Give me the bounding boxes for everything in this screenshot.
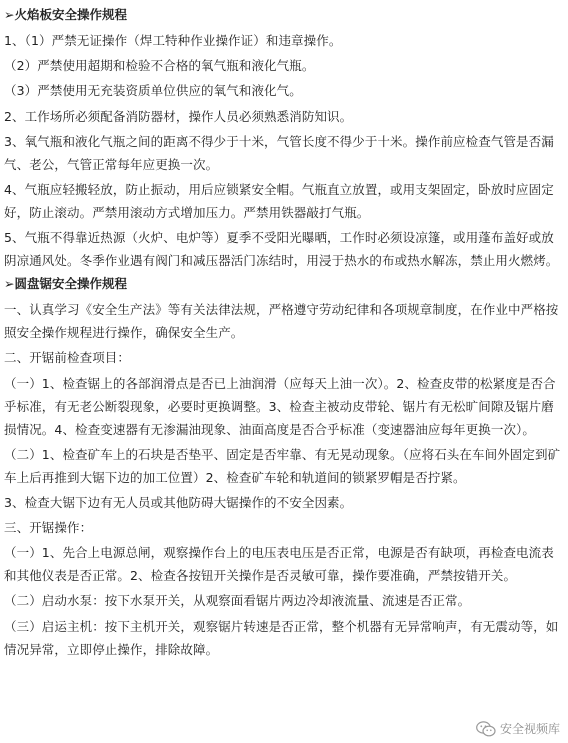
section-circular-saw [4, 274, 562, 661]
paragraph: 1、（1）严禁无证操作（焊工特种作业操作证）和违章操作。 [4, 33, 342, 48]
paragraph: （2）严禁使用超期和检验不合格的氧气瓶和液化气瓶。 [4, 58, 315, 74]
paragraph: 3、检查大锯下边有无人员或其他防碍大锯操作的不安全因素。 [4, 494, 353, 510]
paragraph: （3）严禁使用无充装资质单位供应的氧气和液化气。 [4, 83, 302, 99]
paragraph: （三）启运主机：按下主机开关，观察锯片转速是否正常，整个机器有无异常响声，有无震动等，如情况异常，立即停止操作，排除故障。 [4, 618, 559, 657]
paragraph: 2、工作场所必须配备消防器材，操作人员必须熟悉消防知识。 [4, 108, 353, 124]
paragraph: （二）1、检查矿车上的石块是否垫平、固定是否牢靠、有无晃动现象。（应将石头在车间外固定到矿车上后再推到大锯下边的加工位置）2、检查矿车轮和轨道间的锁紧罗帽是否拧紧。 [4, 446, 561, 485]
paragraph: 3、氧气瓶和液化气瓶之间的距离不得少于十米，气管长度不得少于十米。操作前应检查气管是否漏气、老公，气管正常每年应更换一次。 [4, 133, 554, 172]
section-flame-plate [4, 5, 562, 272]
paragraph: （二）启动水泵：按下水泵开关，从观察面看锯片两边冷却液流量、流速是否正常。 [4, 593, 471, 609]
paragraph: 5、气瓶不得靠近热源（火炉、电炉等）夏季不受阳光曝晒，工作时必须设凉篷，或用蓬布盖好或放阴凉通风处。冬季作业遇有阀门和减压器活门冻结时，用浸于热水的布或热水解冻，禁止用火燃烤。 [4, 230, 559, 269]
paragraph: 一、认真学习《安全生产法》等有关法律法规，严格遵守劳动纪律和各项规章制度，在作业中严格按照安全操作规程进行操作，确保安全生产。 [4, 302, 559, 341]
wechat-icon [476, 721, 496, 737]
watermark [476, 720, 560, 737]
paragraph: （一）1、先合上电源总闸，观察操作台上的电压表电压是否正常，电源是否有缺项，再检查电流表和其他仪表是否正常。2、检查各按钮开关操作是否灵敏可靠，操作要准确，严禁按错开关。 [4, 545, 554, 584]
paragraph: 二、开锯前检查项目： [4, 350, 131, 366]
watermark-text: 安全视频库 [499, 722, 560, 736]
paragraph: 4、气瓶应轻搬轻放，防止振动，用后应锁紧安全帽。气瓶直立放置，或用支架固定，卧放时应固定好，防止滚动。严禁用滚动方式增加压力。严禁用铁器敲打气瓶。 [4, 181, 554, 220]
section-heading: ➢圆盘锯安全操作规程 [4, 276, 127, 292]
section-heading: ➢火焰板安全操作规程 [4, 7, 127, 22]
paragraph: 三、开锯操作： [4, 520, 93, 536]
paragraph: （一）1、检查锯上的各部润滑点是否已上油润滑（应每天上油一次）。2、检查皮带的松紧度是否合乎标准，有无老公断裂现象，必要时更换调整。3、检查主被动皮带轮、锯片有无松旷间隙及锯片磨损情况。4、检查变速器有无渗漏油现象、油面高度是否合乎标准（变速器油应每年更换一次）。 [4, 375, 556, 437]
